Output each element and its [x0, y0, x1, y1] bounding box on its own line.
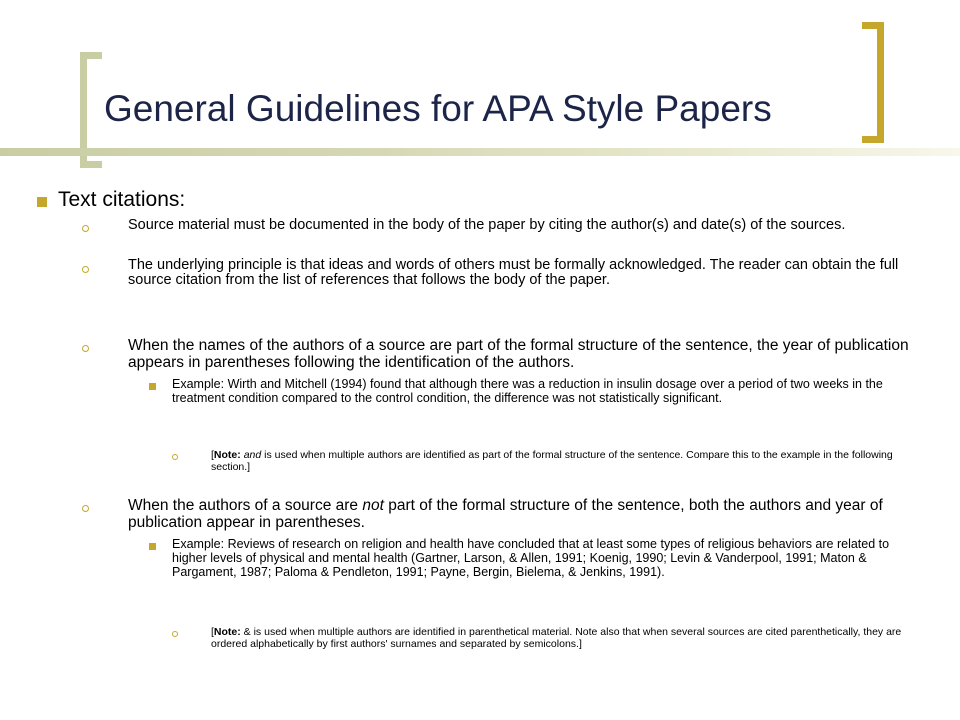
section-heading-text: Text citations: [58, 188, 180, 211]
ring-bullet-icon: [82, 505, 89, 512]
note-rest: is used when multiple authors are identified as part of the formal structure of the sentence. Compare this to the example in the following section.]: [211, 449, 893, 473]
bracket-right: [862, 22, 884, 143]
title-underline-band: [0, 148, 960, 156]
slide-title: General Guidelines for APA Style Papers: [104, 88, 772, 129]
note-open-bracket: [: [211, 449, 214, 461]
note-italic-word: and: [243, 449, 262, 461]
parenthetical-example: Example: Reviews of research on religion and health have concluded that at least some types of religious behaviors are related to higher levels of physical and mental health (Gartner, Larson, & Allen, 1991; Koenig, 1990; Levin & Vanderpool, 1991; Maton & Pargament, 1987; Paloma & Pendleton, 1991; Payne, Bergin, Bielema, & Jenkins, 1991).: [172, 537, 890, 579]
narrative-note: [211, 449, 929, 473]
point-underlying-principle: The underlying principle is that ideas and words of others must be formally acknowledged. The reader can obtain the full source citation from the list of references that follows the body of the paper.: [128, 257, 899, 288]
section-heading: [58, 188, 185, 212]
example-bullet-icon: [149, 383, 156, 390]
note-label: Note:: [213, 626, 241, 638]
note-label: Note:: [213, 449, 241, 461]
point-narrative-citation: When the names of the authors of a source are part of the formal structure of the sentence, the year of publication appears in parentheses following the identification of the authors.: [128, 337, 909, 371]
ring-bullet-icon: [82, 345, 89, 352]
ring-bullet-icon: [172, 631, 178, 637]
point-source-material: Source material must be documented in the body of the paper by citing the author(s) and date(s) of the sources.: [128, 217, 846, 233]
parenthetical-text-before: When the authors of a source are: [128, 497, 363, 514]
section-heading-colon: :: [179, 188, 186, 211]
parenthetical-note: [211, 626, 929, 650]
ring-bullet-icon: [172, 454, 178, 460]
parenthetical-emphasis: not: [362, 497, 384, 514]
ring-bullet-icon: [82, 225, 89, 232]
note-open-bracket: [: [211, 626, 214, 638]
section-bullet-icon: [37, 197, 47, 207]
point-parenthetical-citation: [128, 497, 928, 531]
narrative-example: Example: Wirth and Mitchell (1994) found that although there was a reduction in insulin dosage over a period of two weeks in the treatment condition compared to the control condition, the difference was not statistically significant.: [172, 377, 883, 405]
ring-bullet-icon: [82, 266, 89, 273]
parenthetical-text-after: part of the formal structure of the sentence, both the authors and year of publication appear in parentheses.: [128, 497, 883, 531]
note-rest: & is used when multiple authors are identified in parenthetical material. Note also that when several sources are cited parenthetically, they are ordered alphabetically by first authors' surnames and separated by semicolons.]: [211, 626, 902, 650]
example-bullet-icon: [149, 543, 156, 550]
